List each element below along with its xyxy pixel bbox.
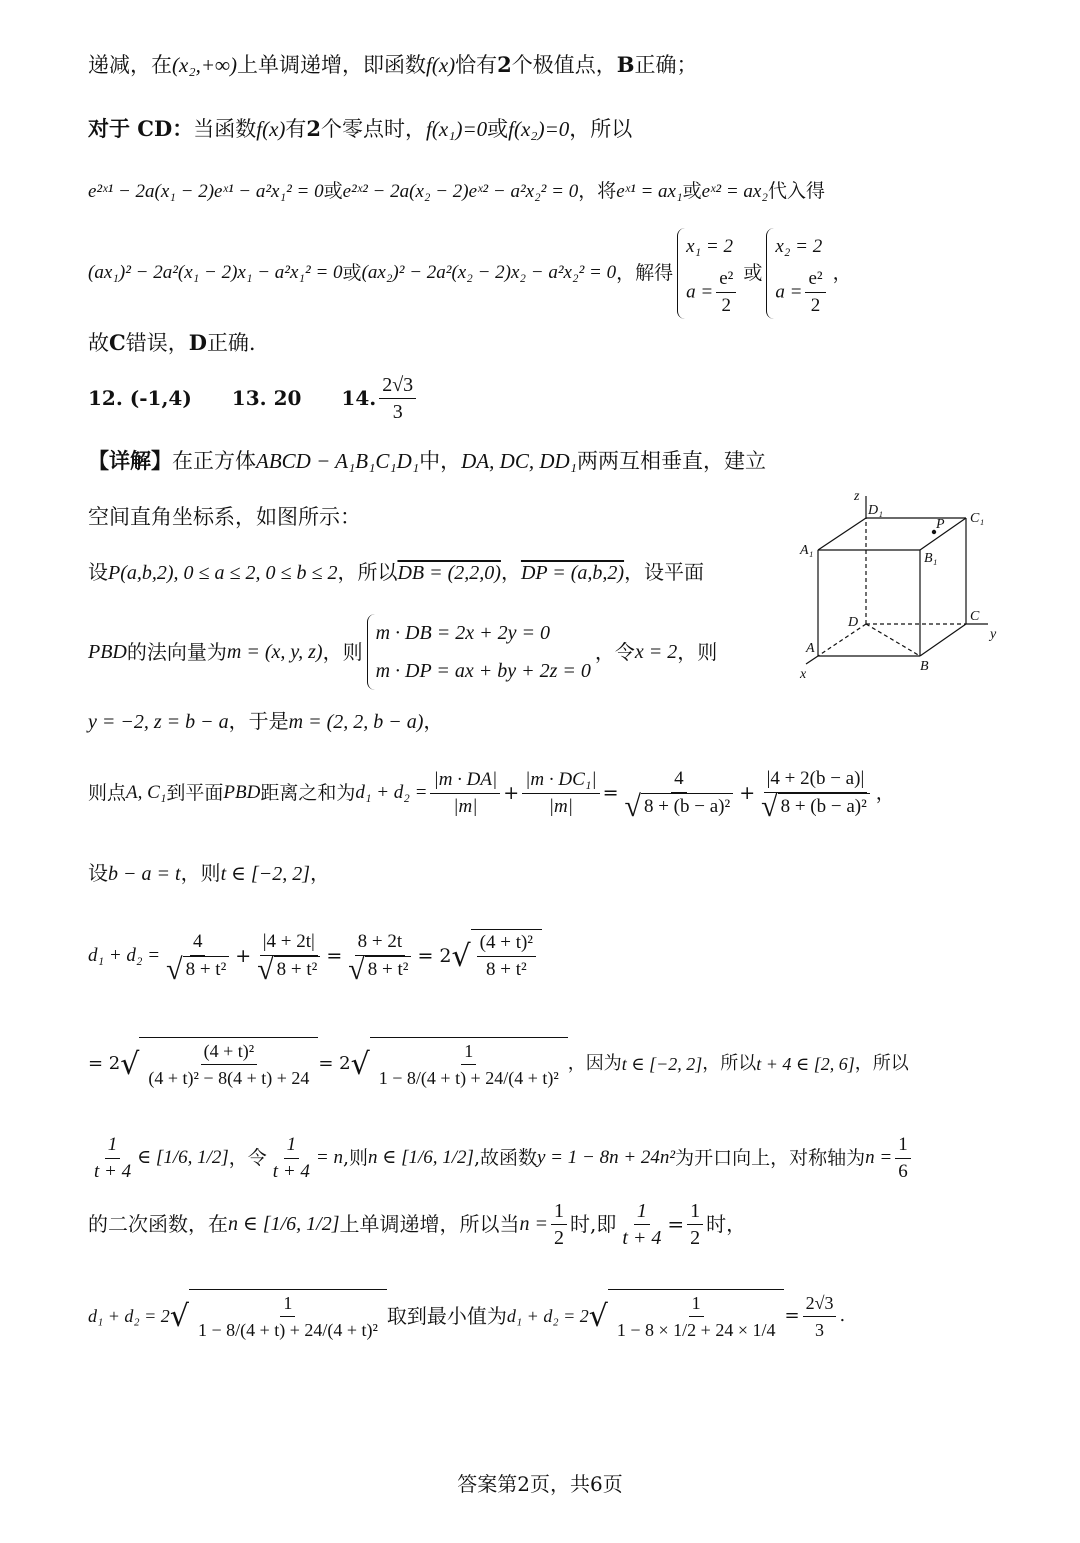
text: 个极值点， [511, 53, 617, 77]
math: f(x) [256, 117, 286, 141]
equation: m · DB = 2x + 2y = 0 [375, 622, 550, 644]
text: 正确； [634, 53, 698, 77]
text: ， [875, 782, 895, 804]
text: ，于是 [228, 709, 289, 733]
text-line [88, 114, 632, 144]
text-line [88, 612, 717, 692]
math: d₁ + d₂ = 2 [506, 1306, 589, 1326]
fraction-denominator: 8 + t² [485, 959, 527, 980]
text: 设 [88, 560, 108, 584]
text: ，所以 [569, 117, 633, 141]
fraction-denominator: 8 + (b − a)² [778, 793, 870, 820]
operator: = [602, 782, 619, 804]
text: ，所以 [337, 560, 398, 584]
fraction-denominator: t + 4 [94, 1160, 132, 1182]
equation: (ax₂)² − 2a²(x₂ − 2)x₂ − a²x₂² = 0 [361, 262, 617, 283]
text: 设 [88, 861, 108, 885]
text-line [88, 557, 704, 588]
text: 正确. [206, 331, 256, 355]
fraction-denominator: 3 [392, 400, 403, 423]
text: 取到最小值为 [386, 1304, 507, 1328]
math: x = 2 [634, 641, 678, 663]
normal-vector-system [367, 614, 591, 690]
math: n = [519, 1213, 548, 1235]
text-line [88, 328, 256, 358]
math: y = −2, z = b − a [88, 711, 229, 733]
fraction-denominator: t + 4 [272, 1160, 310, 1182]
operator: = [326, 945, 343, 967]
text: 或 [487, 117, 509, 141]
text: 在正方体 [172, 449, 256, 473]
text: ，设平面 [624, 560, 705, 584]
math: PBD [88, 641, 127, 663]
text-line [88, 1014, 909, 1114]
answers-line [88, 370, 419, 426]
equation: (ax₁)² − 2a²(x₁ − 2)x₁ − a²x₁² = 0 [88, 262, 343, 283]
text-line [88, 858, 330, 889]
math: A, C₁ [126, 782, 167, 803]
equation: e²ˣ² − 2a(x₂ − 2)eˣ² − a²x₂² = 0 [342, 181, 579, 202]
text: ，解得 [616, 262, 674, 284]
fraction-denominator: 8 + t² [274, 956, 321, 983]
text: 故 [88, 331, 109, 355]
text: ，则 [322, 640, 363, 664]
vertex-label-b: B [920, 659, 929, 674]
math: P(a,b,2), 0 ≤ a ≤ 2, 0 ≤ b ≤ 2 [108, 562, 338, 584]
math: eˣ² = ax₂ [701, 181, 768, 202]
answer-13: 20 [273, 386, 302, 410]
math: f(x₁)=0 [426, 117, 488, 141]
text-line [88, 446, 766, 476]
text: 递减，在 [88, 53, 172, 77]
text: 上单调递增，所以当 [339, 1212, 520, 1236]
fraction-numerator: 1 [687, 1198, 703, 1225]
vertex-label-a1: A₁ [800, 543, 814, 558]
math: d₁ + d₂ = [355, 782, 428, 803]
text: 或 [342, 262, 362, 284]
fraction-numerator: 1 [284, 1132, 300, 1159]
math: t + 4 ∈ [2, 6] [756, 1054, 855, 1074]
text: ，令 [594, 640, 635, 664]
math: f(x) [426, 53, 456, 77]
text: 2 [306, 116, 322, 141]
math: b − a = t [108, 863, 181, 885]
math: m = (x, y, z) [226, 641, 323, 663]
fraction-numerator: |m · DA| [430, 767, 500, 794]
solution-system-1 [677, 228, 739, 319]
text: 两两互相垂直，建立 [576, 449, 766, 473]
text: 个零点时， [321, 117, 427, 141]
fraction-denominator: |m| [453, 795, 478, 817]
math: n ∈ [1/6, 1/2] [228, 1213, 340, 1235]
operator: = [667, 1212, 685, 1236]
axis-label-z: z [854, 489, 860, 504]
text-line [88, 228, 852, 318]
x-axis [806, 656, 818, 664]
text: 中， [419, 449, 462, 473]
vertex-label-c1: C₁ [970, 511, 985, 526]
fraction-denominator: (4 + t)² − 8(4 + t) + 24 [148, 1068, 310, 1088]
text: 时， [706, 1212, 747, 1236]
fraction-numerator: 2√3 [379, 372, 416, 399]
fraction-numerator: √ 1 [689, 1290, 704, 1317]
fraction-numerator: e² [805, 266, 825, 293]
text: ,则 [342, 1147, 369, 1169]
text-line [88, 1196, 746, 1252]
operator: = 2 [417, 945, 452, 967]
fraction-numerator: √ (4 + t)² [477, 930, 536, 957]
math: (x₂,+∞) [172, 53, 237, 77]
math: eˣ¹ = ax₁ [616, 181, 683, 202]
text-line [88, 176, 825, 207]
text: ，所以 [702, 1053, 757, 1074]
text: ，将 [578, 180, 617, 202]
fraction-denominator: 8 + (b − a)² [641, 793, 733, 820]
text-line [88, 706, 443, 737]
vertex-label-a: A [806, 641, 815, 656]
fraction-denominator: 2 [690, 1226, 701, 1249]
fraction-numerator: 4 [190, 929, 206, 956]
diag-db [866, 624, 920, 656]
vertex-label-b1: B₁ [924, 551, 938, 566]
text: 或 [323, 180, 343, 202]
text: 则点 [88, 782, 127, 804]
math: x₁ = 2 [686, 235, 733, 257]
text-line [88, 502, 361, 532]
text-line [88, 914, 542, 998]
fraction-numerator: 1 [895, 1132, 911, 1159]
text: ，令 [228, 1147, 267, 1169]
math: a = [686, 281, 714, 302]
fraction-denominator: 6 [898, 1160, 908, 1182]
text: ,故函数 [473, 1147, 537, 1169]
operator: + [235, 945, 252, 967]
fraction-numerator: 8 + 2t [355, 929, 406, 956]
text: 2 [497, 52, 512, 77]
text-line [88, 1266, 845, 1366]
fraction-denominator: |m| [548, 795, 573, 817]
fraction-denominator: 2 [721, 294, 732, 316]
text: ，则 [677, 640, 718, 664]
math: d₁ + d₂ = [88, 945, 161, 966]
math: f(x₂)=0 [508, 117, 570, 141]
text: C [109, 330, 126, 355]
math: PBD [223, 782, 261, 803]
answer-number: 12. [88, 386, 123, 410]
edge-a1d1 [818, 518, 866, 550]
text: 到平面 [166, 782, 224, 804]
vector-math: DB = (2,2,0) [397, 562, 501, 584]
math: = n [315, 1147, 343, 1168]
fraction-numerator: |m · DC₁| [522, 767, 599, 794]
fraction-numerator: |4 + 2t| [260, 929, 318, 956]
text: 或 [682, 180, 702, 202]
math: d₁ + d₂ = 2 [88, 1306, 170, 1326]
math: a = [775, 281, 803, 302]
text: 空间直角坐标系，如图所示： [88, 505, 361, 529]
math: ABCD − A₁B₁C₁D₁ [256, 449, 420, 473]
text: 恰有 [455, 53, 498, 77]
text: ， [423, 709, 444, 733]
math: ∈ [1/6, 1/2] [137, 1147, 229, 1168]
point-label-p: P [936, 517, 945, 532]
text: 对于 CD： [88, 116, 194, 141]
axis-label-y: y [990, 627, 997, 642]
fraction-numerator: 1 [634, 1198, 650, 1225]
fraction-denominator: 8 + t² [365, 956, 412, 983]
text: 错误， [125, 331, 189, 355]
math: n ∈ [1/6, 1/2] [368, 1147, 474, 1168]
fraction-denominator: 1 − 8 × 1/2 + 24 × 1/4 [616, 1320, 776, 1340]
answer-12: (-1,4) [129, 386, 192, 410]
section-tag: 【详解】 [88, 448, 172, 473]
operator: = 2 [88, 1053, 121, 1074]
fraction-denominator: 1 − 8/(4 + t) + 24/(4 + t)² [197, 1320, 378, 1340]
text: D [188, 330, 207, 355]
fraction-denominator: 1 − 8/(4 + t) + 24/(4 + t)² [378, 1068, 559, 1088]
text: ， [832, 262, 852, 284]
math: t ∈ [−2, 2] [621, 1054, 703, 1074]
fraction-denominator: 8 + t² [183, 956, 230, 983]
text: 时,即 [569, 1212, 617, 1236]
vertex-label-d: D [848, 615, 859, 630]
text: ， [310, 861, 330, 885]
text: ，所以 [854, 1053, 909, 1074]
fraction-numerator: 1 [105, 1132, 121, 1159]
operator: = [784, 1305, 800, 1326]
text: 当函数 [193, 117, 257, 141]
operator: = 2 [318, 1053, 351, 1074]
math: DA, DC, DD₁ [461, 449, 577, 473]
text: 代入得 [767, 180, 825, 202]
vertex-label-d1: D₁ [868, 503, 883, 518]
operator: + [503, 782, 520, 804]
answer-number: 14. [341, 386, 377, 410]
math: x₂ = 2 [775, 235, 823, 257]
text: B [616, 52, 635, 77]
text: 的法向量为 [126, 640, 227, 664]
text-line [88, 50, 698, 80]
fraction-numerator: 1 [551, 1198, 567, 1225]
text-line [88, 748, 895, 838]
equation: e²ˣ¹ − 2a(x₁ − 2)eˣ¹ − a²x₁² = 0 [88, 181, 324, 202]
text: 为开口向上，对称轴为 [675, 1147, 866, 1169]
fraction-numerator: √ 1 [280, 1290, 295, 1317]
edge-da [818, 624, 866, 656]
fraction-denominator: 2 [553, 1226, 564, 1249]
operator: + [739, 782, 756, 804]
fraction-denominator: t + 4 [622, 1226, 662, 1249]
answer-number: 13. [231, 386, 267, 410]
fraction-numerator: √ (4 + t)² [201, 1038, 258, 1065]
vertex-label-c: C [970, 609, 980, 624]
vector-math: DP = (a,b,2) [520, 562, 625, 584]
text: 的二次函数，在 [88, 1212, 228, 1236]
edge-bc [920, 624, 966, 656]
fraction-denominator: 2 [810, 294, 821, 316]
math: n = [865, 1147, 893, 1168]
text: 有 [285, 117, 307, 141]
equation: m · DP = ax + by + 2z = 0 [375, 660, 591, 682]
cube-figure [796, 488, 1006, 688]
text: 距离之和为 [260, 782, 356, 804]
page-footer: 答案第2页，共6页 [457, 1472, 623, 1496]
text: ， [500, 560, 521, 584]
math: y = 1 − 8n + 24n² [537, 1147, 676, 1168]
fraction-denominator: 3 [815, 1319, 824, 1340]
text: . [839, 1305, 846, 1326]
math: m = (2, 2, b − a) [288, 711, 424, 733]
solution-system-2 [766, 228, 828, 319]
text: ，则 [180, 861, 221, 885]
text: 或 [743, 262, 763, 284]
math: t ∈ [−2, 2] [220, 863, 310, 885]
axis-label-x: x [800, 667, 807, 682]
text: ，因为 [567, 1053, 622, 1074]
fraction-numerator: √ 1 [461, 1038, 476, 1065]
fraction-numerator: e² [716, 266, 736, 293]
text: 上单调递增，即函数 [237, 53, 426, 77]
fraction-numerator: 2√3 [803, 1290, 837, 1317]
fraction-numerator: |4 + 2(b − a)| [764, 766, 868, 793]
text-line [88, 1128, 914, 1188]
fraction-numerator: 4 [671, 766, 687, 793]
